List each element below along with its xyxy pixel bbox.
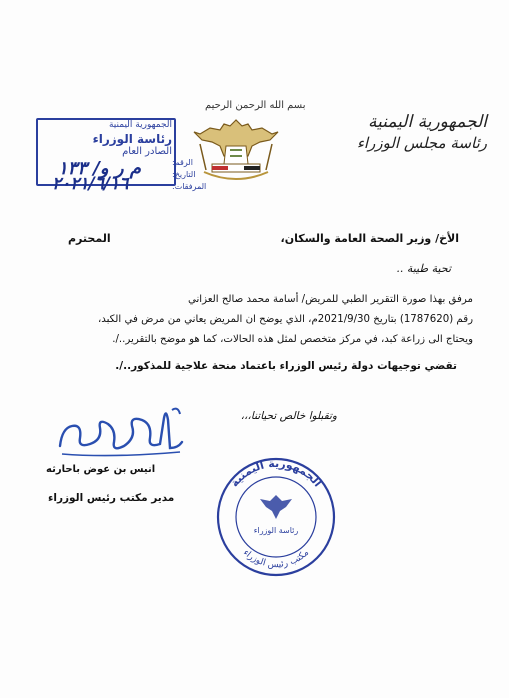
official-seal bbox=[212, 455, 340, 580]
seal-ring-text: الجمهورية اليمنية bbox=[227, 456, 325, 490]
svg-text:مكتب رئيس الوزراء bbox=[241, 548, 311, 570]
yemen-emblem-icon bbox=[190, 112, 282, 190]
honorific: المحترم bbox=[68, 232, 111, 245]
seal-center-text: رئاسة الوزراء bbox=[253, 526, 299, 535]
date-label: التاريخ: bbox=[172, 170, 196, 179]
basmala: بسم الله الرحمن الرحيم bbox=[205, 100, 306, 111]
seal-bottom-text: مكتب رئيس الوزراء bbox=[240, 547, 312, 571]
stamp-line-3: الصادر العام bbox=[122, 146, 172, 157]
paragraph-line: مرفق بهذا صورة التقرير الطبي للمريض/ أسامة محمد صالح العزاني bbox=[187, 294, 473, 305]
number-label: الرقم: bbox=[172, 158, 193, 167]
letterhead-title bbox=[317, 112, 487, 152]
attachments-label: المرفقات: bbox=[172, 182, 207, 191]
stamp-date: ٢٠٢١/٦/١٦ bbox=[52, 174, 129, 194]
body-paragraph bbox=[33, 290, 473, 350]
paragraph-line: ويحتاج الى زراعة كبد، في مركز متخصص لمثل هذه الحالات، كما هو موضح بالتقرير../. bbox=[112, 334, 473, 345]
stamp-line-1: الجمهورية اليمنية bbox=[108, 120, 172, 130]
stamp-number: م ر و/ ١٣٣ bbox=[58, 158, 141, 179]
country-name: الجمهورية اليمنية bbox=[367, 112, 487, 132]
handwritten-signature bbox=[52, 398, 202, 463]
greeting: تحية طيبة .. bbox=[396, 262, 451, 275]
closing: وتقبلوا خالص تحياتنا،،، bbox=[240, 410, 337, 422]
paragraph-line: رقم (1787620) بتاريخ 2021/9/30م، الذي يوضح ان المريض يعاني من مرض في الكبد، bbox=[97, 314, 473, 325]
svg-text:الجمهورية اليمنية bbox=[228, 457, 324, 489]
directive: تقضي توجيهات دولة رئيس الوزراء باعتماد منحة علاجية للمذكور../. bbox=[115, 360, 457, 372]
office-name: رئاسة مجلس الوزراء bbox=[356, 134, 487, 152]
recipient: الأخ/ وزير الصحة العامة والسكان، bbox=[280, 232, 459, 245]
outgoing-stamp bbox=[30, 118, 207, 194]
stamp-line-2: رئاسة الوزراء bbox=[92, 132, 172, 146]
signer-title: مدير مكتب رئيس الوزراء bbox=[48, 492, 175, 504]
signer-name: انيس بن عوض باحارثه bbox=[46, 464, 156, 475]
